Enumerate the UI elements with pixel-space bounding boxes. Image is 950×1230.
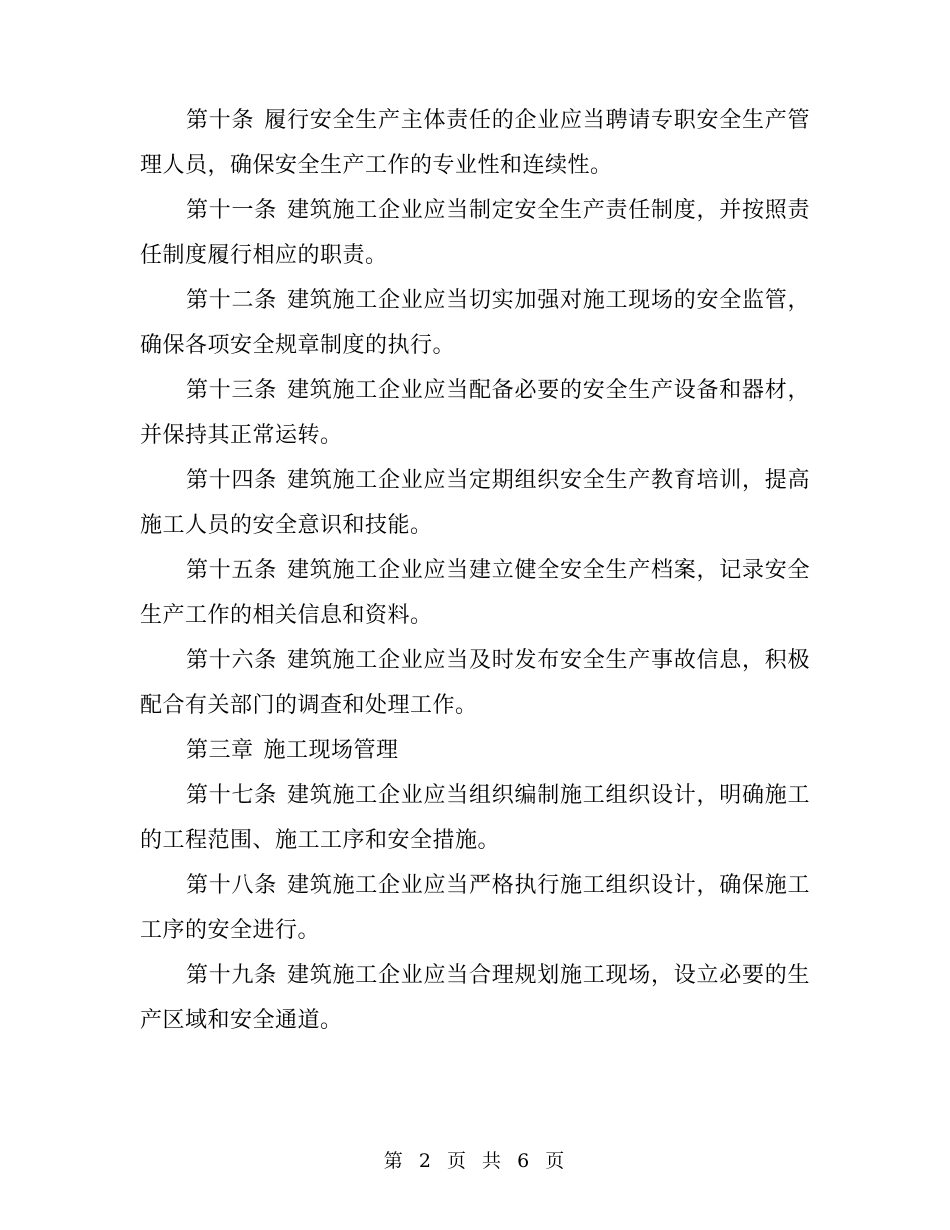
- paragraph-article-10: [140, 98, 810, 188]
- paragraph-article-18: [140, 863, 810, 953]
- current-page-number: 2: [418, 1150, 433, 1172]
- article-label: 第十八条: [186, 873, 277, 898]
- article-label: 第十九条: [186, 963, 277, 988]
- article-text: 建筑施工企业应当组织编制施工组织设计，明确施工的工程范围、施工工序和安全措施。: [140, 783, 810, 853]
- article-label: 第十七条: [186, 783, 277, 808]
- page-footer: [0, 1146, 950, 1173]
- article-label: 第十一条: [186, 198, 277, 223]
- article-text: 建筑施工企业应当定期组织安全生产教育培训，提高施工人员的安全意识和技能。: [140, 468, 810, 538]
- article-text: 建筑施工企业应当及时发布安全生产事故信息，积极配合有关部门的调查和处理工作。: [140, 648, 810, 718]
- article-label: 第十四条: [186, 468, 277, 493]
- paragraph-article-19: [140, 953, 810, 1043]
- article-label: 第十二条: [186, 288, 277, 313]
- total-word: 页: [545, 1150, 567, 1172]
- paragraph-article-12: [140, 278, 810, 368]
- page-word: 页: [446, 1150, 468, 1172]
- chapter-heading: [140, 728, 810, 773]
- paragraph-article-14: [140, 458, 810, 548]
- article-text: 履行安全生产主体责任的企业应当聘请专职安全生产管理人员，确保安全生产工作的专业性和连续性。: [140, 108, 810, 178]
- page-prefix: 第: [383, 1150, 405, 1172]
- total-pages-number: 6: [517, 1150, 532, 1172]
- article-text: 建筑施工企业应当制定安全生产责任制度，并按照责任制度履行相应的职责。: [140, 198, 810, 268]
- article-label: 第十三条: [186, 378, 277, 403]
- article-text: 建筑施工企业应当严格执行施工组织设计，确保施工工序的安全进行。: [140, 873, 810, 943]
- article-label: 第十五条: [186, 558, 277, 583]
- total-prefix: 共: [482, 1150, 504, 1172]
- article-text: 建筑施工企业应当建立健全安全生产档案，记录安全生产工作的相关信息和资料。: [140, 558, 810, 628]
- paragraph-article-16: [140, 638, 810, 728]
- paragraph-article-15: [140, 548, 810, 638]
- article-label: 第十条: [186, 108, 255, 133]
- article-text: 建筑施工企业应当配备必要的安全生产设备和器材，并保持其正常运转。: [140, 378, 810, 448]
- article-text: 建筑施工企业应当切实加强对施工现场的安全监管，确保各项安全规章制度的执行。: [140, 288, 810, 358]
- article-label: 第十六条: [186, 648, 277, 673]
- paragraph-article-13: [140, 368, 810, 458]
- chapter-title: 施工现场管理: [263, 738, 399, 763]
- paragraph-article-11: [140, 188, 810, 278]
- document-body: [140, 98, 810, 1043]
- article-text: 建筑施工企业应当合理规划施工现场，设立必要的生产区域和安全通道。: [140, 963, 810, 1033]
- chapter-label: 第三章: [186, 738, 254, 763]
- paragraph-article-17: [140, 773, 810, 863]
